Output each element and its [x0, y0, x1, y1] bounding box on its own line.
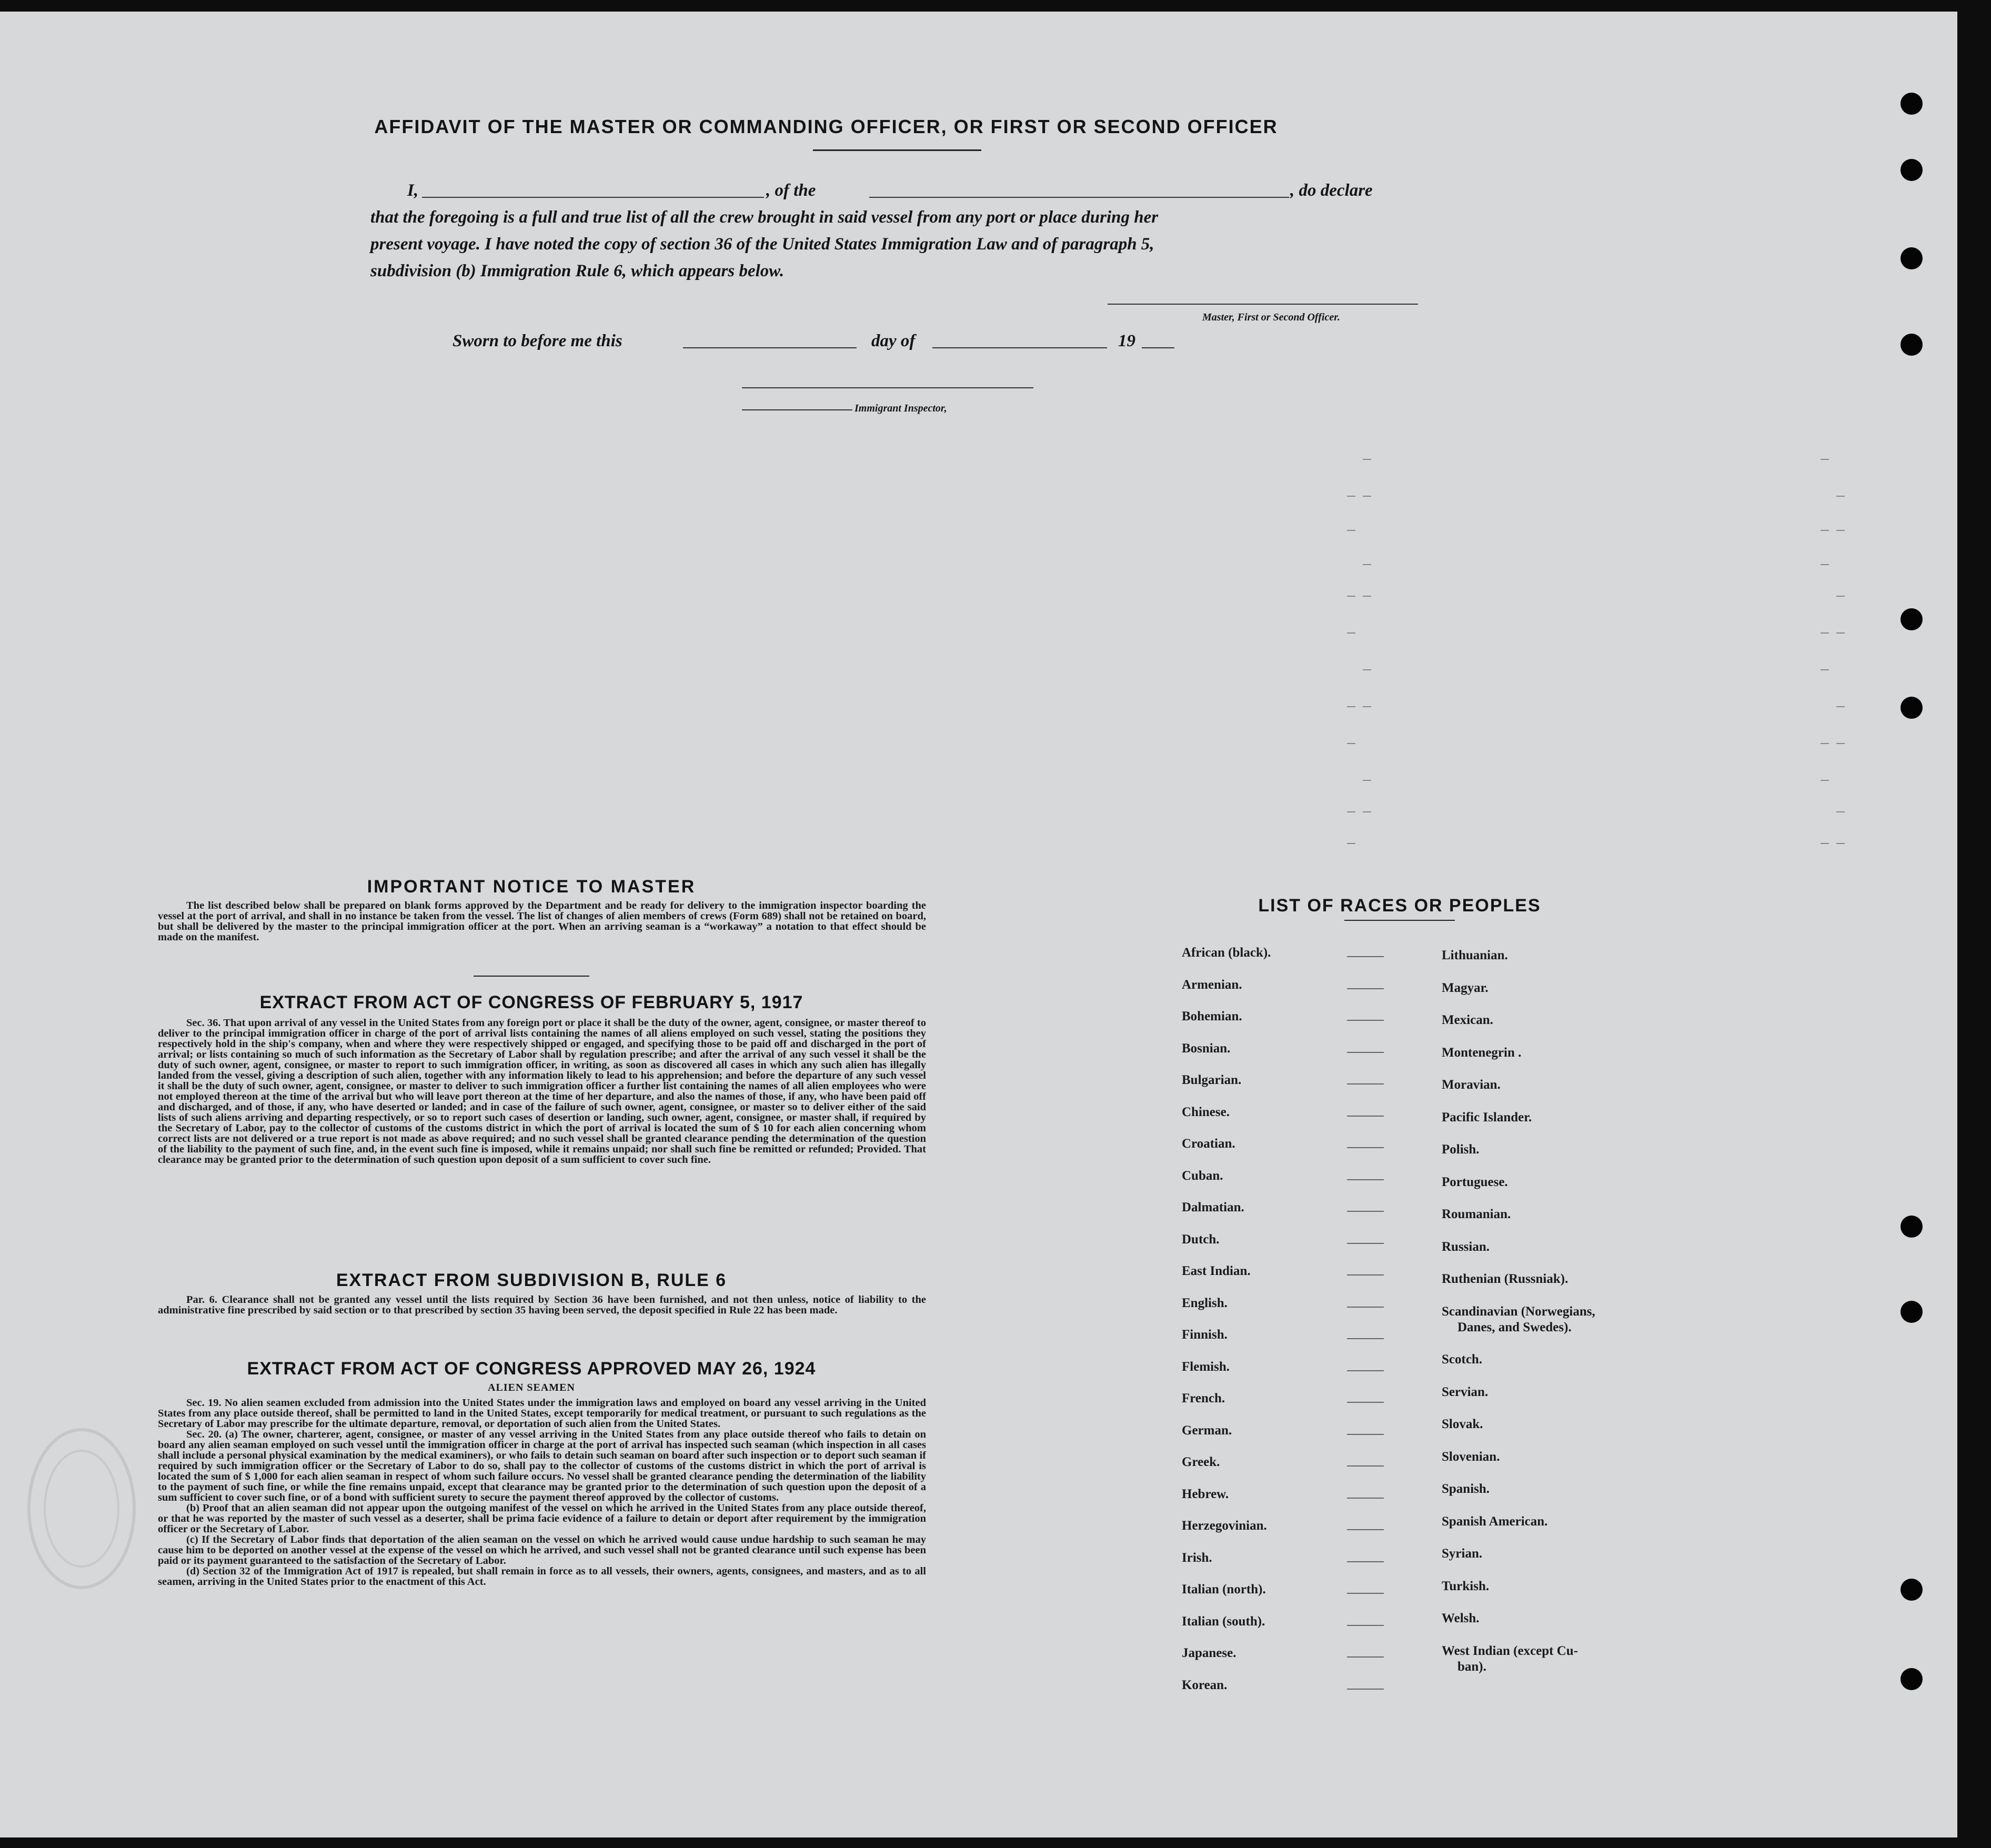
- faint-dash: [1347, 843, 1355, 844]
- race-dash-mark: [1347, 1498, 1384, 1499]
- race-item: Cuban.: [1182, 1168, 1223, 1183]
- race-item: Slovenian.: [1442, 1449, 1500, 1464]
- affidavit-line1-start: I,: [407, 181, 419, 200]
- race-dash-mark: [1347, 1052, 1384, 1053]
- race-item: Chinese.: [1182, 1104, 1230, 1119]
- race-dash-mark: [1347, 1179, 1384, 1180]
- race-dash-mark: [1347, 1593, 1384, 1594]
- faint-dash: [1836, 496, 1845, 497]
- faint-dash: [1821, 780, 1829, 781]
- race-dash-mark: [1347, 1529, 1384, 1530]
- day-of-label: day of: [871, 332, 916, 350]
- faint-dash: [1363, 780, 1371, 781]
- affidavit-title: AFFIDAVIT OF THE MASTER OR COMMANDING OFFICER, OR FIRST OR SECOND OFFICER: [374, 116, 1278, 137]
- faint-dash: [1821, 632, 1829, 634]
- faint-dash: [1836, 843, 1845, 844]
- race-item: Syrian.: [1442, 1546, 1483, 1561]
- affidavit-line3: present voyage. I have noted the copy of section 36 of the United States Immigration Law and of paragraph 5,: [370, 235, 1154, 254]
- faint-dash: [1363, 459, 1371, 460]
- races-title-underline: [1344, 920, 1455, 921]
- race-dash-mark: [1347, 1338, 1384, 1339]
- race-item: Spanish.: [1442, 1482, 1490, 1496]
- faint-dash: [1363, 596, 1371, 597]
- race-item: Moravian.: [1442, 1078, 1501, 1092]
- notice-title: IMPORTANT NOTICE TO MASTER: [367, 877, 696, 897]
- race-item: Welsh.: [1442, 1611, 1480, 1625]
- sworn-label: Sworn to before me this: [453, 332, 622, 350]
- signature-blank: [1108, 304, 1418, 305]
- race-item: Russian.: [1442, 1239, 1490, 1254]
- rule-6-text: [158, 1294, 926, 1315]
- race-dash-mark: [1347, 1211, 1384, 1212]
- faint-dash: [1347, 743, 1355, 744]
- act-1924-subtitle: ALIEN SEAMEN: [488, 1382, 575, 1393]
- race-dash-mark: [1347, 1656, 1384, 1658]
- race-item: Korean.: [1182, 1678, 1228, 1692]
- notice-divider: [474, 976, 589, 977]
- year-blank: [1142, 347, 1174, 348]
- race-item: Japanese.: [1182, 1646, 1236, 1660]
- race-item: Hebrew.: [1182, 1487, 1229, 1501]
- race-item: Scandinavian (Norwegians,: [1442, 1304, 1595, 1319]
- race-item: Turkish.: [1442, 1579, 1490, 1593]
- race-dash-mark: [1347, 1402, 1384, 1403]
- faint-dash: [1836, 811, 1845, 812]
- race-dash-mark: [1347, 988, 1384, 989]
- race-item: French.: [1182, 1391, 1225, 1405]
- sworn-day-blank: [683, 347, 857, 348]
- faint-dash: [1347, 496, 1355, 497]
- race-item: Bosnian.: [1182, 1041, 1231, 1056]
- race-item: Polish.: [1442, 1142, 1480, 1157]
- faint-dash: [1347, 596, 1355, 597]
- binder-hole: [1901, 93, 1923, 115]
- binder-hole: [1901, 334, 1923, 356]
- sworn-month-blank: [932, 347, 1107, 348]
- race-item: Italian (north).: [1182, 1582, 1266, 1596]
- binder-hole: [1901, 1579, 1923, 1601]
- race-item: Ruthenian (Russniak).: [1442, 1272, 1568, 1286]
- faint-dash: [1363, 706, 1371, 707]
- races-title: LIST OF RACES OR PEOPLES: [1258, 896, 1541, 916]
- race-dash-mark: [1347, 1020, 1384, 1021]
- race-item: Greek.: [1182, 1455, 1220, 1469]
- race-item: Magyar.: [1442, 980, 1489, 995]
- act-1924-sec-20b: (b) Proof that an alien seaman did not appear upon the outgoing manifest of the vessel on which he arrived in the United States from any place outside thereof, or that he was reported by the master of such vessel as a deserter, shall be prima facie evidence of a failure to detain or deport after requirement by the immigration officer or the Secretary of Labor.: [158, 1502, 926, 1535]
- act-1924-sec-20c: (c) If the Secretary of Labor finds that deportation of the alien seaman on the vessel on which he arrived would cause undue hardship to such seaman he may cause him to be deported on another vessel at the expense of the vessel on which he arrived, and such vessel shall not be granted clearance until such expense has been paid or its payment guaranteed to the satisfaction of the Secretary of Labor.: [158, 1534, 926, 1566]
- race-item: Roumanian.: [1442, 1207, 1511, 1221]
- notice-paragraph: The list described below shall be prepared on blank forms approved by the Department and be ready for delivery to the immigration inspector boarding the vessel at the port of arrival, and shall in no instance be taken from the vessel. The list of changes of alien members of crews (Form 689) shall not be retained on board, but shall be delivered by the master to the principal immigration officer at the port. When an arriving seaman is a “workaway” a notation to that effect should be made on the manifest.: [158, 900, 926, 943]
- race-item: Bohemian.: [1182, 1009, 1242, 1023]
- rule-6-paragraph: Par. 6. Clearance shall not be granted any vessel until the lists required by Section 36 have been furnished, and not then unless, notice of liability to the administrative fine prescribed by said section or to that prescribed by section 35 having been served, the deposit specified in Rule 22 has been made.: [158, 1294, 926, 1316]
- notice-text: [158, 900, 926, 942]
- faint-dash: [1347, 706, 1355, 707]
- race-dash-mark: [1347, 1243, 1384, 1244]
- race-dash-mark: [1347, 1274, 1384, 1275]
- signature-label: Master, First or Second Officer.: [1202, 312, 1340, 323]
- binder-hole: [1901, 159, 1923, 181]
- faint-dash: [1836, 706, 1845, 707]
- race-item: African (black).: [1182, 946, 1271, 960]
- race-item: Bulgarian.: [1182, 1073, 1242, 1087]
- binder-hole: [1901, 1301, 1923, 1323]
- faint-dash: [1821, 843, 1829, 844]
- faint-dash: [1347, 632, 1355, 634]
- faint-dash: [1363, 669, 1371, 670]
- act-1924-sec-20a: Sec. 20. (a) The owner, charterer, agent, consignee, or master of any vessel arriving in the United States from any place outside thereof who fails to detain on board any alien seaman employed on such vessel until the immigration officer in charge at the port of arrival has inspected such seaman (which inspection in all cases shall include a personal physical examination by the medical examiners), or who fails to detain such seaman on board after such inspection or to deport such seaman if required by such immigration officer or the Secretary of Labor to do so, shall pay to the collector of customs of the customs district in which the port of arrival is located the sum of $ 1,000 for each alien seaman in respect of whom such failure occurs. No vessel shall be granted clearance pending the determination of the liability to the payment of such fine, or while the fine remains unpaid, except that clearance may be granted prior to the determination of such question upon the deposit of a sum sufficient to cover such fine, or of a bond with sufficient surety to secure the payment thereof approved by the collector of customs.: [158, 1429, 926, 1503]
- race-item: East Indian.: [1182, 1264, 1251, 1278]
- faint-dash: [1347, 811, 1355, 812]
- faint-dash: [1363, 496, 1371, 497]
- faint-dash: [1347, 530, 1355, 531]
- race-item: Portuguese.: [1442, 1174, 1508, 1189]
- race-item: German.: [1182, 1423, 1232, 1438]
- race-item: Spanish American.: [1442, 1514, 1548, 1529]
- race-item: Lithuanian.: [1442, 948, 1508, 962]
- race-dash-mark: [1347, 1561, 1384, 1562]
- race-item: Slovak.: [1442, 1417, 1483, 1431]
- race-dash-mark: [1347, 1307, 1384, 1308]
- inspector-title-blank: [742, 409, 852, 410]
- faint-dash: [1363, 564, 1371, 565]
- faint-dash: [1836, 530, 1845, 531]
- rule-6-title: EXTRACT FROM SUBDIVISION B, RULE 6: [336, 1270, 727, 1290]
- race-item: Flemish.: [1182, 1359, 1230, 1374]
- binder-hole: [1901, 697, 1923, 719]
- affidavit-line1-end: , do declare: [1290, 181, 1373, 200]
- race-item: Dutch.: [1182, 1232, 1220, 1247]
- faint-dash: [1836, 596, 1845, 597]
- race-item: Montenegrin .: [1442, 1045, 1522, 1060]
- race-dash-mark: [1347, 1116, 1384, 1117]
- race-item: Italian (south).: [1182, 1614, 1265, 1629]
- race-item: West Indian (except Cu-: [1442, 1643, 1578, 1658]
- race-item: Finnish.: [1182, 1328, 1228, 1342]
- race-dash-mark: [1347, 956, 1384, 957]
- act-1924-text: [158, 1398, 926, 1587]
- race-item: Croatian.: [1182, 1137, 1235, 1151]
- faint-dash: [1821, 459, 1829, 460]
- act-1917-text: [158, 1018, 926, 1165]
- affidavit-line4: subdivision (b) Immigration Rule 6, which appears below.: [370, 262, 785, 280]
- faint-dash: [1363, 811, 1371, 812]
- act-1924-sec-20d: (d) Section 32 of the Immigration Act of 1917 is repealed, but shall remain in force as to all vessels, their owners, agents, consignees, and masters, and as to all seamen, arriving in the United States prior to the enactment of this Act.: [158, 1565, 926, 1588]
- vessel-name-blank: [869, 197, 1289, 198]
- document-page: [0, 12, 1957, 1837]
- title-underline: [813, 149, 981, 151]
- act-1924-title: EXTRACT FROM ACT OF CONGRESS APPROVED MAY 26, 1924: [247, 1359, 816, 1379]
- affidavit-line2: that the foregoing is a full and true list of all the crew brought in said vessel from any port or place during her: [370, 208, 1159, 227]
- inspector-signature-blank: [742, 387, 1033, 388]
- race-item: Scotch.: [1442, 1352, 1483, 1367]
- act-1924-sec-19: Sec. 19. No alien seamen excluded from admission into the United States under the immigration laws and employed on board any vessel arriving in the United States from any place outside thereof, shall be permitted to land in the United States, except temporarily for medical treatment, or pursuant to such regulations as the Secretary of Labor may prescribe for the ultimate departure, removal, or deportation of such alien from the United States.: [158, 1397, 926, 1430]
- race-item: Danes, and Swedes).: [1457, 1320, 1572, 1334]
- inspector-label: Immigrant Inspector,: [854, 403, 947, 414]
- act-1917-paragraph: Sec. 36. That upon arrival of any vessel in the United States from any foreign port or place it shall be the duty of the owner, agent, consignee, or master thereof to deliver to the principal immigration officer in charge of the port of arrival lists containing the names of all aliens employed on such vessel, stating the positions they respectively hold in the ship's company, when and where they were respectively shipped or engaged, and specifying those to be paid off and discharged in the port of arrival; or lists containing so much of such information as the Secretary of Labor shall by regulation prescribe; and after the arrival of any such vessel it shall be the duty of such owner, agent, consignee, or master to report to such immigration officer, in writing, as soon as discovered all cases in which any such alien has illegally landed from the vessel, giving a description of such alien, together with any information likely to lead to his apprehension; and before the departure of any such vessel it shall be the duty of such owner, agent, consignee, or master to deliver to such immigration officer a further list containing the names of all alien employees who were not employed thereon at the time of the arrival but who will leave port thereon at the time of her departure, and also the names of those, if any, who have been paid off and discharged, and of those, if any, who have deserted or landed; and in case of the failure of such owner, agent, consignee, or master so to deliver either of the said lists of such aliens arriving and departing respectively, or so to report such cases of desertion or landing, such owner, agent, consignee, or master shall, if required by the Secretary of Labor, pay to the collector of customs of the customs district in which the port of arrival is located the sum of $ 10 for each alien concerning whom correct lists are not delivered or a true report is not made as above required; and no such vessel shall be granted clearance pending the determination of the question of the liability to the payment of such fine, and, in the event such fine is imposed, while it remains unpaid; nor shall such fine be remitted or refunded; Provided. That clearance may be granted prior to the determination of such question upon deposit of a sum sufficient to cover such fine.: [158, 1017, 926, 1166]
- race-item: Pacific Islander.: [1442, 1110, 1532, 1124]
- race-item: Armenian.: [1182, 977, 1242, 992]
- faint-dash: [1836, 632, 1845, 634]
- race-dash-mark: [1347, 1625, 1384, 1626]
- binder-hole: [1901, 608, 1923, 630]
- faint-seal-stamp: [21, 1422, 142, 1595]
- declarant-name-blank: [422, 197, 764, 198]
- binder-hole: [1901, 247, 1923, 269]
- faint-dash: [1821, 564, 1829, 565]
- race-item: Servian.: [1442, 1384, 1489, 1399]
- affidavit-line1-mid: , of the: [766, 181, 816, 200]
- race-dash-mark: [1347, 1465, 1384, 1467]
- race-dash-mark: [1347, 1370, 1384, 1371]
- faint-dash: [1836, 743, 1845, 744]
- faint-dash: [1821, 669, 1829, 670]
- race-dash-mark: [1347, 1434, 1384, 1435]
- race-item: ban).: [1457, 1659, 1486, 1674]
- year-prefix: 19: [1118, 332, 1135, 350]
- race-item: Herzegovinian.: [1182, 1519, 1267, 1533]
- race-dash-mark: [1347, 1689, 1384, 1690]
- race-item: English.: [1182, 1295, 1228, 1310]
- race-dash-mark: [1347, 1083, 1384, 1084]
- act-1917-title: EXTRACT FROM ACT OF CONGRESS OF FEBRUARY 5, 1917: [259, 992, 803, 1012]
- race-item: Irish.: [1182, 1550, 1212, 1565]
- faint-dash: [1821, 530, 1829, 531]
- race-item: Dalmatian.: [1182, 1200, 1244, 1214]
- faint-dash: [1821, 743, 1829, 744]
- race-item: Mexican.: [1442, 1013, 1493, 1027]
- binder-hole: [1901, 1668, 1923, 1690]
- binder-hole: [1901, 1216, 1923, 1238]
- race-dash-mark: [1347, 1147, 1384, 1148]
